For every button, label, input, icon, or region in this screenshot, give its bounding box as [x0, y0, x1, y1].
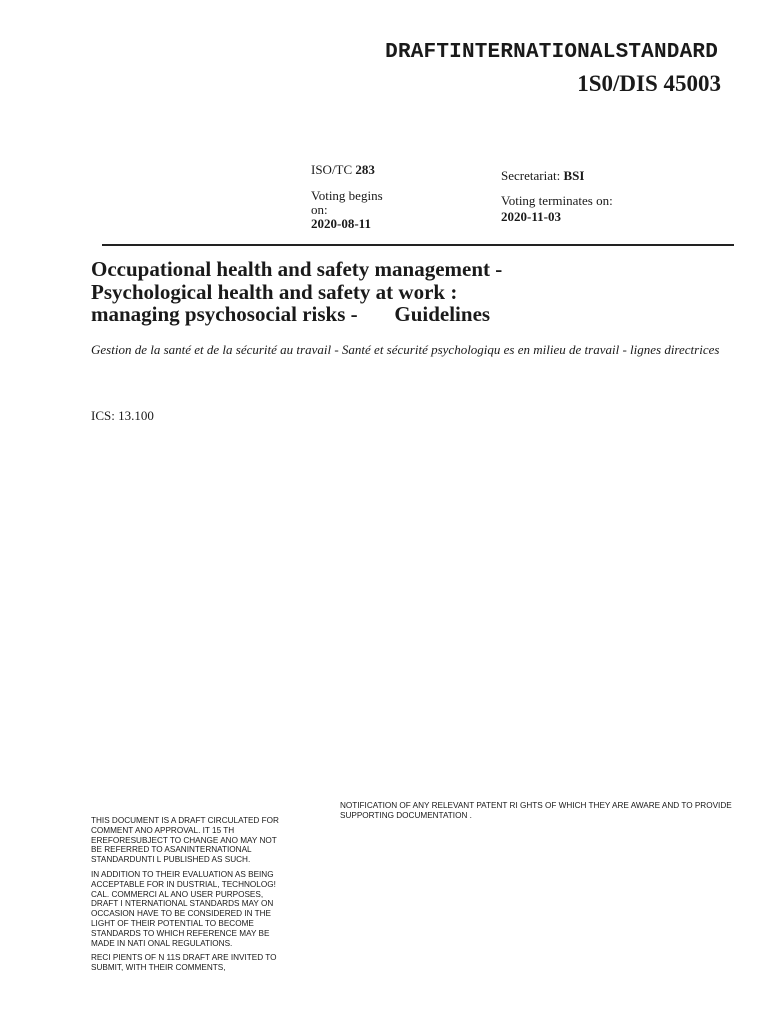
voting-begins-label-line1: Voting begins [311, 188, 383, 203]
title-line-3: managing psychosocial risks - Guidelines [91, 302, 491, 326]
secretariat-prefix: Secretariat: [501, 168, 564, 183]
secretariat-value: BSI [563, 168, 585, 183]
ics-code: ICS: 13.100 [91, 408, 154, 423]
title-line-2: Psychological health and safety at work : [91, 279, 458, 304]
patent-notice: NOTIFICATION OF ANY RELEVANT PATENT RI GHTS OF WHICH THEY ARE AWARE AND TO PROVIDE SUPPORTING DOCUMENTATION . [340, 801, 732, 820]
voting-terminates-date: 2020-11-03 [501, 209, 561, 224]
committee-prefix: ISO/TC [311, 162, 356, 177]
french-title: Gestion de la santé et de la sécurité au travail - Santé et sécurité psychologiqu es en milieu de travail - lignes directrices [91, 342, 720, 357]
draft-notice-paragraph: IN ADDITION TO THEIR EVALUATION AS BEING ACCEPTABLE FOR IN DUSTRIAL, TECHNOLOG! CAL. COMMERCI AL ANO USER PURPOSES, DRAFT I NTERNATIONAL STANDARDS MAY ON OCCASION HAVE TO BE CONSIDERED IN THE LIGHT OF THEIR POTENTIAL TO BECOME STANDARDS TO WHICH REFERENCE MAY BE MADE IN NATI ONAL REGULATIONS. [91, 869, 276, 948]
document-title [91, 258, 731, 326]
title-line-1: Occupational health and safety management - [91, 257, 503, 281]
committee-number: 283 [355, 162, 375, 177]
voting-terminates-label: Voting terminates on: [501, 193, 613, 208]
voting-begins-label-line2: on: [311, 202, 328, 217]
voting-begins-label [311, 189, 383, 217]
draft-notice-paragraph: THIS DOCUMENT IS A DRAFT CIRCULATED FOR COMMENT ANO APPROVAL. IT 15 TH EREFORESUBJECT TO CHANGE ANO MAY NOT BE REFERRED TO ASANINTERNATIONAL STANDARDUNTI L PUBLISHED AS SUCH. [91, 816, 279, 865]
document-number: 1S0/DIS 45003 [577, 71, 721, 96]
secretariat [501, 169, 584, 183]
voting-begins-date: 2020-08-11 [311, 216, 371, 231]
committee [311, 163, 375, 177]
document-type-heading: DRAFTINTERNATIONALSTANDARD [385, 41, 718, 64]
draft-notice-paragraph: RECI PIENTS OF N 11S DRAFT ARE INVITED TO SUBMIT, WITH THEIR COMMENTS, [91, 953, 277, 973]
draft-notice [91, 816, 283, 978]
header-divider [102, 244, 734, 246]
